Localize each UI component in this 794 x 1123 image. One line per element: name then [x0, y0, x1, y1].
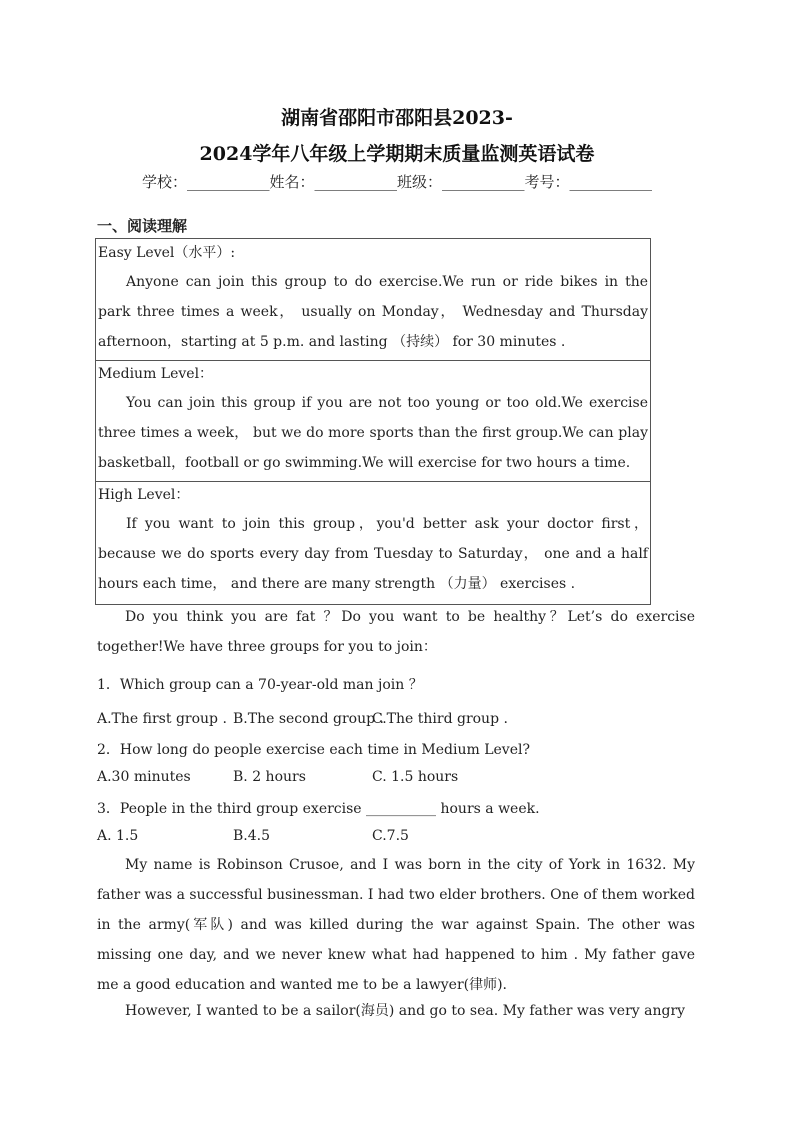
easy-level-text: Anyone can join this group to do exercise.We run or ride bikes in the park three times a week， usually on Monday， Wednesday and Thursday afternoon，starting at 5 p.m. and lasting （持续） for 30 minutes .: [98, 274, 648, 350]
question-1-option-b: B.The second group .: [233, 711, 384, 727]
passage-2-paragraph-2: However, I wanted to be a sailor(海员) and go to sea. My father was very angry: [125, 1003, 686, 1019]
medium-level-cell: [96, 360, 650, 482]
question-3-option-b: B.4.5: [233, 828, 271, 844]
section-heading: 一、阅读理解: [97, 217, 188, 235]
student-info-line: 学校：___________姓名：___________班级：___________考号：___________: [141, 173, 652, 191]
easy-level-label: Easy Level（水平）:: [98, 245, 236, 261]
high-level-label: High Level：: [98, 487, 190, 503]
exam-title-line2: 2024学年八年级上学期期末质量监测英语试卷: [199, 143, 595, 165]
question-2-option-a: A.30 minutes: [97, 769, 191, 785]
question-1-option-a: A.The first group .: [97, 711, 227, 727]
question-2-option-c: C. 1.5 hours: [372, 769, 459, 785]
easy-level-cell: [96, 239, 650, 361]
intro-paragraph: Do you think you are fat ？Do you want to be healthy？Let’s do exercise together!We have three groups for you to join：: [97, 609, 695, 655]
question-1-option-c: C.The third group .: [372, 711, 508, 727]
question-3-option-a: A. 1.5: [97, 828, 139, 844]
question-3-stem: 3．People in the third group exercise __________ hours a week.: [97, 801, 540, 817]
question-1-stem: 1．Which group can a 70-year-old man join ？: [97, 677, 423, 693]
passage-2-paragraph-1: My name is Robinson Crusoe, and I was born in the city of York in 1632. My father was a successful businessman. I had two elder brothers. One of them worked in the army(军队) and was killed during the war against Spain. The other was missing one day, and we never knew what had happened to him . My father gave me a good education and wanted me to be a lawyer(律师).: [97, 857, 695, 993]
levels-table: [95, 238, 651, 605]
question-2-stem: 2．How long do people exercise each time in Medium Level?: [97, 742, 530, 758]
medium-level-label: Medium Level：: [98, 366, 214, 382]
question-3-option-c: C.7.5: [372, 828, 409, 844]
high-level-cell: [96, 481, 650, 604]
question-2-option-b: B. 2 hours: [233, 769, 306, 785]
exam-title-line1: 湖南省邵阳市邵阳县2023-: [281, 107, 513, 129]
medium-level-text: You can join this group if you are not too young or too old.We exercise three times a week， but we do more sports than the first group.We can play basketball，football or go swimming.We will exercise for two hours a time.: [98, 395, 648, 471]
high-level-text: If you want to join this group，you'd better ask your doctor first，because we do sports every day from Tuesday to Saturday， one and a half hours each time， and there are many strength （力量） exercises .: [98, 516, 648, 592]
